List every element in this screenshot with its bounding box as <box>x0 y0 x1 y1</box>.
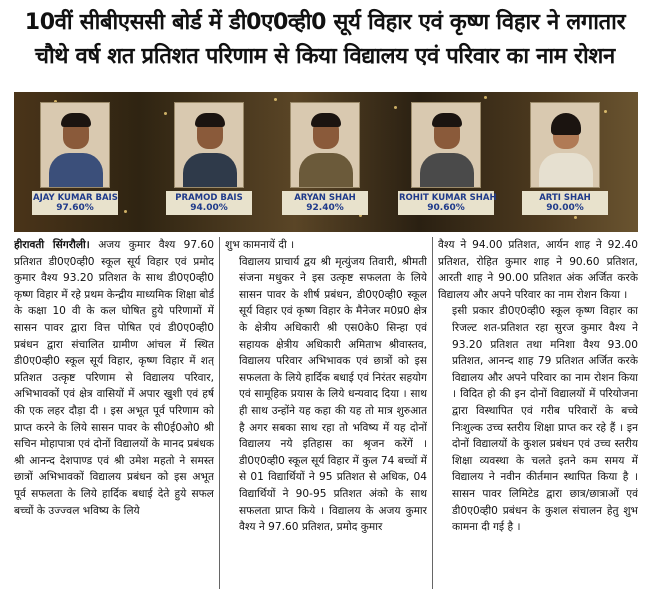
article-column-2 <box>225 237 427 593</box>
student-score: 90.60% <box>427 203 465 213</box>
column-divider <box>432 237 433 589</box>
column-divider <box>219 237 220 589</box>
student-photo <box>530 102 600 188</box>
article-text: वैश्य ने 94.00 प्रतिशत, आर्यन शाह ने 92.40 प्रतिशत, रोहित कुमार शाह ने 90.60 प्रतिशत, आरती शाह ने 90.00 प्रतिशत अंक अर्जित करके विद्यालय और अपने परिवार का नाम रोशन किया । <box>438 239 638 301</box>
student-name-plate <box>166 191 252 215</box>
student-card-pramod <box>166 102 252 215</box>
student-photo <box>174 102 244 188</box>
headline-line-1: 10वीं सीबीएससी बोर्ड में डी0ए0व्ही0 सूर्य विहार एवं कृष्ण विहार ने लगातार <box>24 10 626 35</box>
student-name: PRAMOD BAIS <box>175 193 243 203</box>
student-score: 90.00% <box>546 203 584 213</box>
student-name-plate <box>32 191 118 215</box>
article-paragraph: इसी प्रकार डी0ए0व्ही0 स्कूल कृष्ण विहार का रिजल्ट शत-प्रतिशत रहा सुरज कुमार वैश्य ने 93.20 प्रतिशत तथा मनिशा वैश्य 93.00 प्रतिशत, आनन्द शाह 79 प्रतिशत अर्जित करके विद्यालय और अपने परिवार का नाम रोशन किया । विदित हो की इन दोनों विद्यालयों में परियोजना द्वारा विस्थापित एवं गरीब परिवारों के बच्चे निःशुल्क उच्च स्तरीय शिक्षा प्राप्त कर रहे हैं । इन दोनों विद्यालयों के कुशल प्रबंधन एवं उच्च स्तरीय शिक्षा व्यवस्था के चलते इतने कम समय में विद्यालय ने नवीन कीर्तमान स्थापित किया है । सासन पावर लिमिटेड द्वारा छात्र/छात्राओं एवं डी0ए0व्ही0 प्रबंधन के कुशल संचालन हेतु शुभ कामना दी गई है । <box>452 305 638 534</box>
student-score: 97.60% <box>56 203 94 213</box>
student-card-ajay <box>32 102 118 215</box>
article-column-3 <box>438 237 638 593</box>
student-name-plate <box>522 191 608 215</box>
student-photo <box>40 102 110 188</box>
student-card-aryan <box>282 102 368 215</box>
headline-line-2: चौथे वर्ष शत प्रतिशत परिणाम से किया विद्यालय एवं परिवार का नाम रोशन <box>35 44 615 69</box>
student-name: ARYAN SHAH <box>294 193 356 203</box>
headline <box>0 0 650 86</box>
article-text: शुभ कामनायें दी । <box>225 239 295 251</box>
article-body <box>14 237 638 593</box>
student-score: 92.40% <box>306 203 344 213</box>
article-paragraph: विद्यालय प्राचार्य द्वय श्री मृत्युंजय तिवारी, श्रीमती संजना मधुकर ने इस उत्कृष्ट सफलता के लिये सासन पावर के शीर्ष प्रबंधन, डी0ए0व्ही0 स्कूल सूर्य विहार एवं कृष्ण विहार के मैनेजर म0प्र0 क्षेत्र के क्षेत्रीय अधिकारी श्री एस0के0 सिन्हा एवं सहायक क्षेत्रीय अधिकारी अमिताभ श्रीवास्तव, विद्यालय परिवार अभिभावक एवं छात्रों को इस सफलता के लिये हार्दिक बधाई एवं निरंतर सहयोग एवं सामूहिक प्रयास के लिये धन्यवाद दिया । साथ ही साथ उन्होंने यह कहा की यह तो मात्र शुरुआत है अगर सबका साथ रहा तो भविष्य में यह दोनों विद्यालय नये इतिहास का श्रृजन करेंगें । डी0ए0व्ही0 स्कूल सूर्य विहार में कुल 74 बच्चों में से 01 विद्यार्थियों ने 95 प्रतिशत से अधिक, 04 विद्यार्थियों ने 90-95 प्रतिशत अंको के साथ सफलता प्राप्त किये । विद्यालय के अजय कुमार वैश्य ने 97.60 प्रतिशत, प्रमोद कुमार <box>239 255 427 534</box>
student-name-plate <box>398 191 497 215</box>
student-photo-strip <box>14 92 638 232</box>
student-name: AJAY KUMAR BAIS <box>33 193 118 203</box>
article-column-1 <box>14 237 214 593</box>
student-name: ARTI SHAH <box>539 193 591 203</box>
dateline: हीरावती सिंगरौली। <box>14 239 90 251</box>
student-name-plate <box>282 191 368 215</box>
student-name: ROHIT KUMAR SHAH <box>399 193 497 203</box>
student-card-arti <box>522 102 608 215</box>
student-card-rohit <box>398 102 497 215</box>
article-text: अजय कुमार वैश्य 97.60 प्रतिशत डी0ए0व्ही0 स्कूल सूर्य विहार एवं प्रमोद कुमार वैश्य 93.20 प्रतिशत के साथ डी0ए0व्ही0 कृष्ण विहार में रहे प्रथम केन्द्रीय माध्यमिक शिक्षा बोर्ड के कक्षा 10 वी के कल घोषित हुये परिणामों में सासन पावर द्वारा वित्त पोषित एवं डी0ए0व्ही0 प्रबंधन द्वारा संचालित ग्रामीण आंचल में स्थित डी0ए0व्ही0 स्कूल सूर्य विहार, कृष्ण विहार में शत् प्रतिशत उत्कृष्ट परिणाम से विद्यालय परिवार, अभिभावकों एवं क्षेत्र वासियों में अपार खुशी एवं हर्ष की एक लहर दौड़ा दी । इस अभूत पूर्व परिणाम को प्राप्त करने के लिये सासन पावर के सी0ई0ओ0 श्री सचिन मोहापात्रा एवं दोनों विद्यालयों के मानद प्रबंधक श्री आनन्द देशपाण्ड एवं श्री उमेश महतो ने समस्त छात्रों अभिभावकों विद्यालय प्रबंधन को इस अभूत पूर्व सफलता के लिये हार्दिक बधाई देते हुये सफल बच्चों के उज्ज्वल भविष्य के लिये <box>14 239 214 517</box>
student-photo <box>290 102 360 188</box>
student-photo <box>411 102 481 188</box>
student-score: 94.00% <box>190 203 228 213</box>
